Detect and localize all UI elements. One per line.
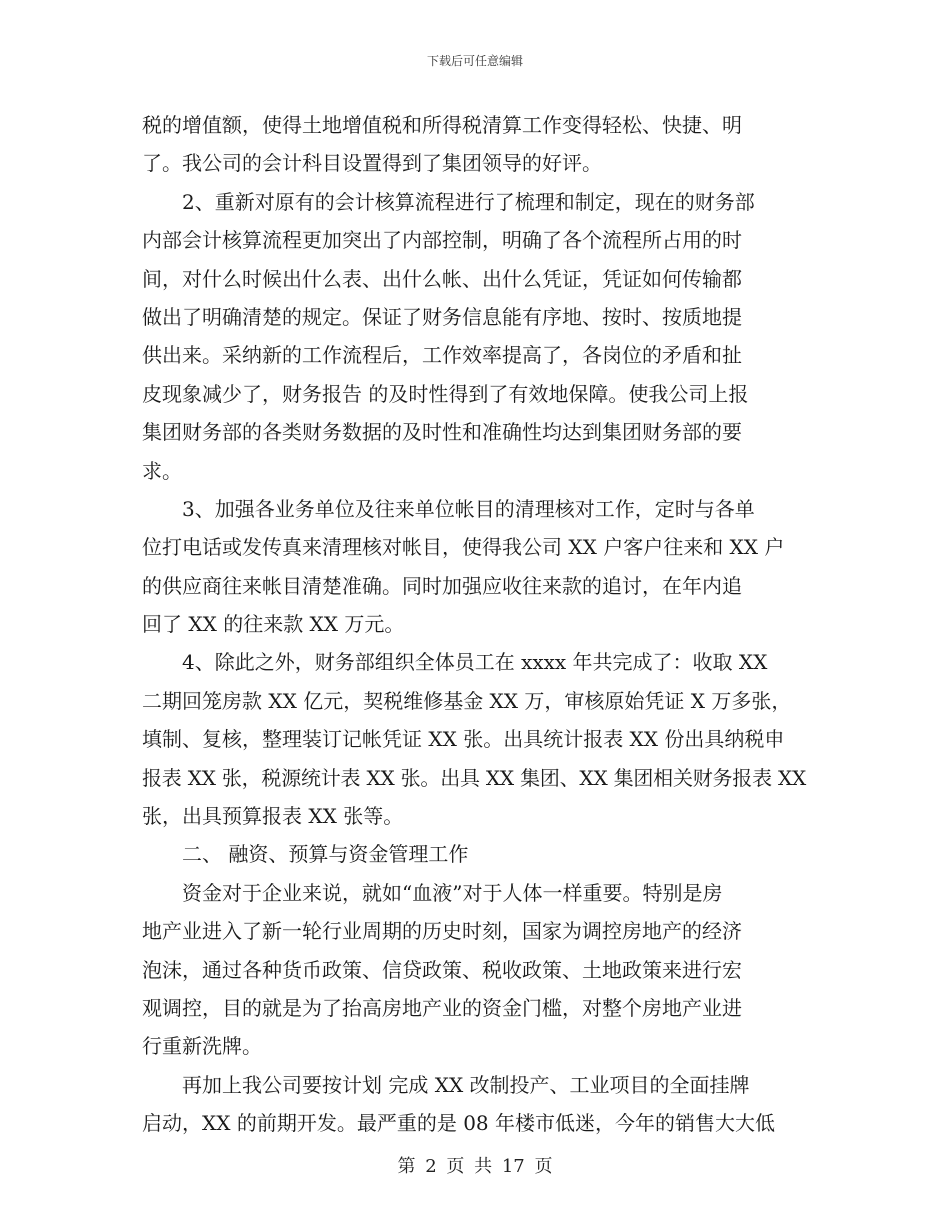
text-line: 资金对于企业来说，就如“血液”对于人体一样重要。特别是房 (142, 880, 723, 905)
text-line: 回了 XX 的往来款 XX 万元。 (142, 612, 405, 637)
text-line: 泡沫，通过各种货币政策、信贷政策、税收政策、土地政策来进行宏 (142, 957, 742, 982)
text-line: 报表 XX 张，税源统计表 XX 张。出具 XX 集团、XX 集团相关财务报表 XX (142, 765, 807, 790)
text-line: 行重新洗牌。 (142, 1034, 262, 1059)
text-line: 2、重新对原有的会计核算流程进行了梳理和制定，现在的财务部 (142, 189, 755, 214)
text-line: 税的增值额，使得土地增值税和所得税清算工作变得轻松、快捷、明 (142, 113, 742, 137)
text-line: 4、除此之外，财务部组织全体员工在 xxxx 年共完成了：收取 XX (142, 650, 768, 675)
text-line: 集团财务部的各类财务数据的及时性和准确性均达到集团财务部的要 (142, 420, 742, 445)
text-line: 观调控，目的就是为了抬高房地产业的资金门槛，对整个房地产业进 (142, 995, 742, 1020)
text-line: 内部会计核算流程更加突出了内部控制，明确了各个流程所占用的时 (142, 228, 742, 253)
text-line: 二、 融资、预算与资金管理工作 (142, 842, 469, 867)
text-line: 间，对什么时候出什么表、出什么帐、出什么凭证，凭证如何传输都 (142, 266, 742, 291)
document-body (142, 106, 806, 1143)
text-line: 地产业进入了新一轮行业周期的历史时刻，国家为调控房地产的经济 (142, 919, 742, 944)
text-line: 3、加强各业务单位及往来单位帐目的清理核对工作，定时与各单 (142, 496, 755, 521)
text-line: 再加上我公司要按计划 完成 XX 改制投产、工业项目的全面挂牌 (142, 1072, 750, 1097)
text-line: 填制、复核，整理装订记帐凭证 XX 张。出具统计报表 XX 份出具纳税申 (142, 727, 785, 752)
text-line: 的供应商往来帐目清楚准确。同时加强应收往来款的追讨，在年内追 (142, 573, 742, 598)
text-line: 启动，XX 的前期开发。最严重的是 08 年楼市低迷，今年的销售大大低 (142, 1111, 775, 1136)
text-line: 做出了明确清楚的规定。保证了财务信息能有序地、按时、按质地提 (142, 304, 742, 329)
text-line: 求。 (142, 458, 182, 483)
text-line: 位打电话或发传真来清理核对帐目，使得我公司 XX 户客户往来和 XX 户 (142, 535, 785, 560)
text-line: 皮现象减少了，财务报告 的及时性得到了有效地保障。使我公司上报 (142, 381, 749, 406)
text-line: 了。我公司的会计科目设置得到了集团领导的好评。 (142, 151, 602, 176)
text-line: 张，出具预算报表 XX 张等。 (142, 804, 404, 829)
page-header: 下载后可任意编辑 (426, 54, 523, 68)
text-line: 二期回笼房款 XX 亿元，契税维修基金 XX 万，审核原始凭证 X 万多张， (142, 688, 792, 713)
text-line: 供出来。采纳新的工作流程后，工作效率提高了，各岗位的矛盾和扯 (142, 343, 742, 368)
page-footer: 第 2 页 共 17 页 (397, 1156, 553, 1177)
